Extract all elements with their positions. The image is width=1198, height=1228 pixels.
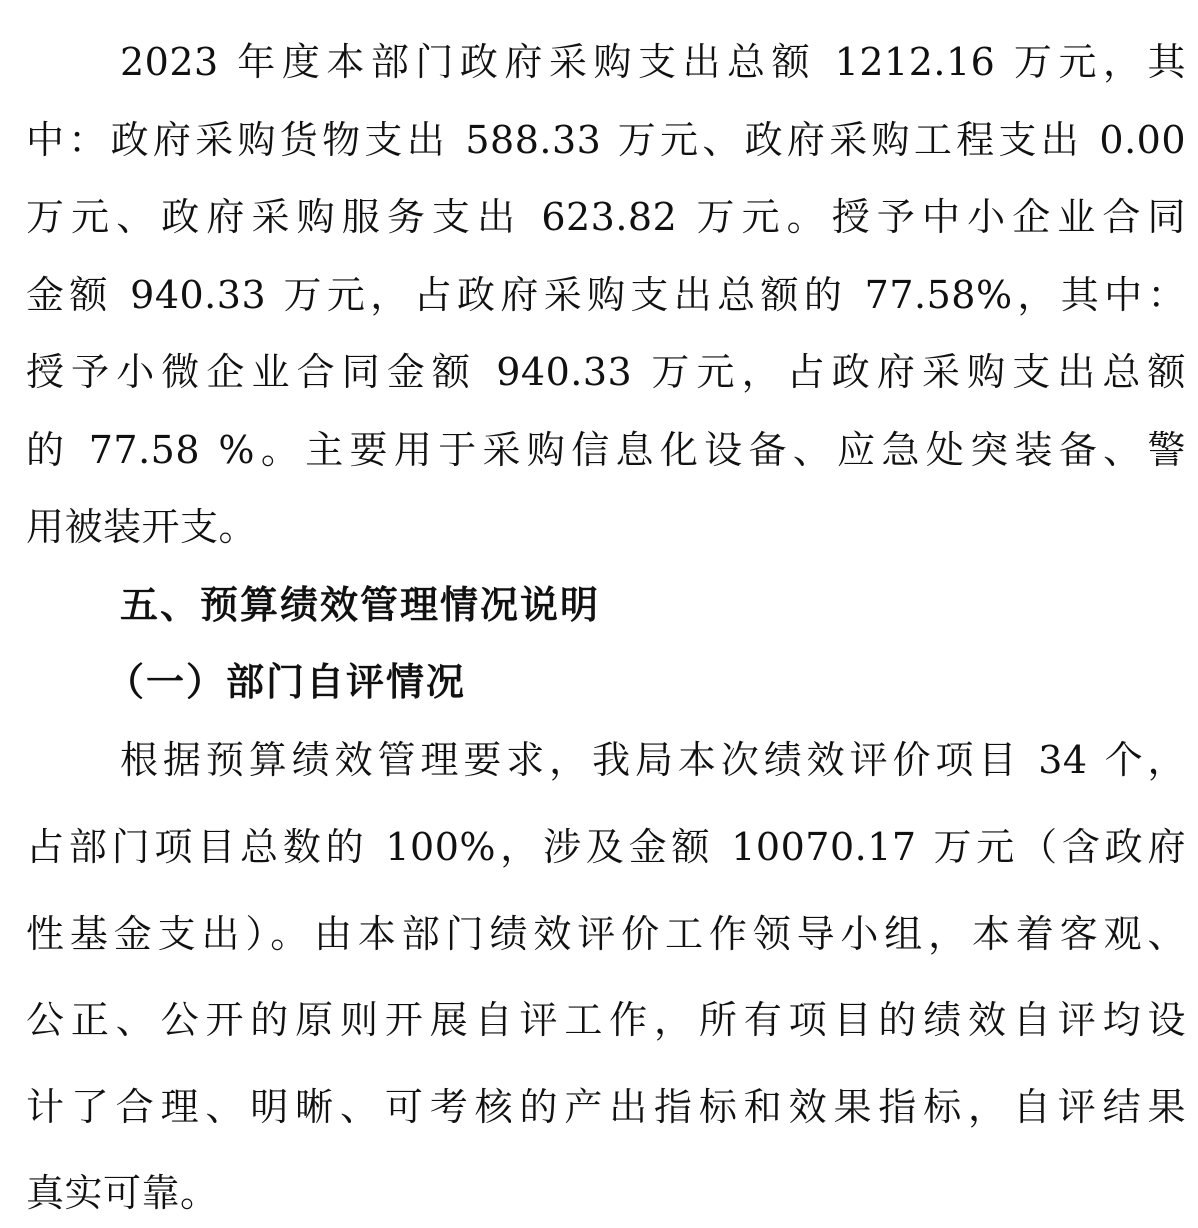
- paragraph-line: 中：政府采购货物支出 588.33 万元、政府采购工程支出 0.00: [26, 118, 1186, 162]
- paragraph-line: 的 77.58 %。主要用于采购信息化设备、应急处突装备、警: [26, 428, 1186, 472]
- section-heading: 五、预算绩效管理情况说明: [120, 583, 601, 627]
- paragraph-line: 2023 年度本部门政府采购支出总额 1212.16 万元，其: [120, 40, 1186, 84]
- paragraph-line: 根据预算绩效管理要求，我局本次绩效评价项目 34 个，: [120, 738, 1186, 782]
- paragraph-line: 占部门项目总数的 100%，涉及金额 10070.17 万元（含政府: [26, 825, 1186, 869]
- paragraph-line: 万元、政府采购服务支出 623.82 万元。授予中小企业合同: [26, 195, 1186, 239]
- paragraph-line: 金额 940.33 万元，占政府采购支出总额的 77.58%，其中：: [26, 273, 1186, 317]
- paragraph-line: 性基金支出）。由本部门绩效评价工作领导小组，本着客观、: [26, 912, 1186, 956]
- paragraph-line: 公正、公开的原则开展自评工作，所有项目的绩效自评均设: [26, 998, 1186, 1042]
- paragraph-line: 真实可靠。: [26, 1171, 219, 1215]
- subsection-heading: （一）部门自评情况: [106, 660, 467, 704]
- paragraph-line: 计了合理、明晰、可考核的产出指标和效果指标，自评结果: [26, 1085, 1186, 1129]
- paragraph-line: 授予小微企业合同金额 940.33 万元，占政府采购支出总额: [26, 350, 1186, 394]
- paragraph-line: 用被装开支。: [26, 505, 258, 549]
